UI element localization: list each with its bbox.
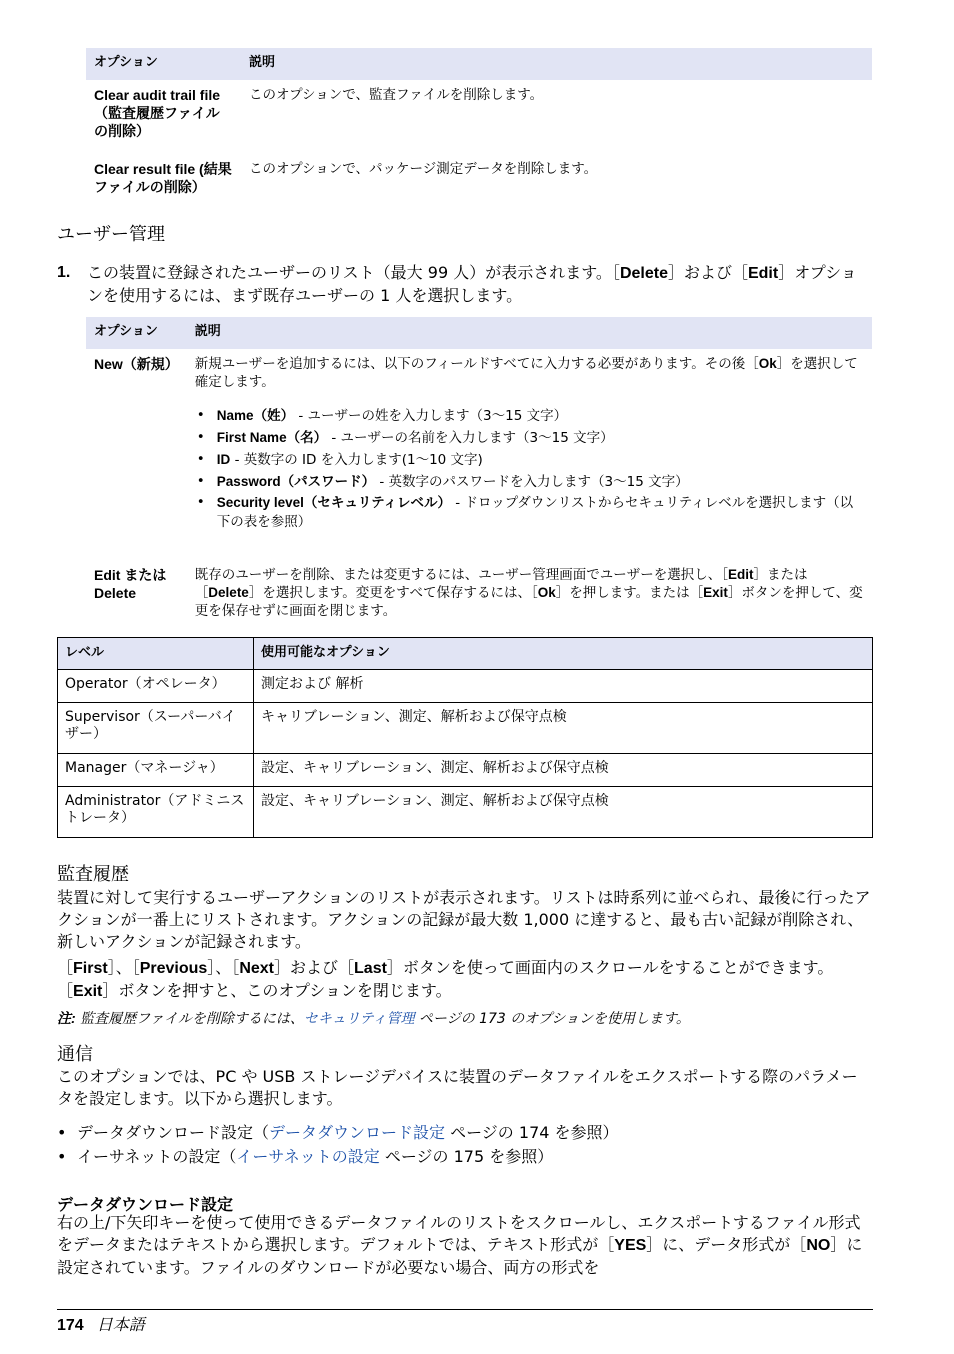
field-name: Password（パスワード） [216,474,376,489]
step-1 [57,262,872,307]
table-header-level: レベル [58,638,254,670]
list-item: • Password（パスワード） - 英数字のパスワードを入力します（3～15 文字） [197,471,864,493]
table-header-option: オプション [86,317,187,349]
level-name: Operator（オペレータ） [58,670,254,703]
option-description: このオプションで、パッケージ測定データを削除します。 [249,161,598,177]
list-item: • Name（姓） - ユーザーの姓を入力します（3～15 文字） [197,405,864,427]
security-management-link[interactable]: セキュリティ管理 [303,1011,415,1027]
ok-keyword: Ok [758,356,777,371]
field-name: Security level（セキュリティレベル） [216,495,451,510]
first-keyword: First [73,960,108,977]
last-keyword: Last [354,960,387,977]
list-item: • イーサネットの設定（イーサネットの設定 ページの 175 を参照） [57,1146,873,1168]
audit-note: 注: 監査履歴ファイルを削除するには、セキュリティ管理 ページの 173 のオプションを使用します。 [57,1010,690,1027]
field-list [197,405,864,532]
table-row [86,560,872,620]
table-row [86,349,872,560]
level-name: Administrator（アドミニストレータ） [58,787,254,838]
section-heading-communication: 通信 [57,1044,93,1065]
table-row [58,754,873,787]
audit-paragraph-1: 装置に対して実行するユーザーアクションのリストが表示されます。リストは時系列に並べられ、最後に行ったアクションが一番上にリストされます。アクションの記録が最大数 1,000 に達すると、最も古い記録が削除され、新しいアクションが記録されます。 [57,888,871,951]
list-item: • First Name（名） - ユーザーの名前を入力します（3～15 文字） [197,427,864,449]
note-label: 注: [57,1010,76,1026]
option-description: このオプションで、監査ファイルを削除します。 [249,87,544,103]
page-number: 174 [57,1317,84,1334]
next-keyword: Next [239,960,274,977]
table-header-option: オプション [86,48,241,80]
table-row [86,80,872,154]
option-edit-delete-description: 既存のユーザーを削除、または変更するには、ユーザー管理画面でユーザーを選択し、［Edit］または［Delete］を選択します。変更をすべて保存するには、［Ok］を押します。または［Exit］ボタンを押して、変更を保存せずに画面を閉じます。 [194,567,863,619]
level-name: Manager（マネージャ） [58,754,254,787]
table-header-available-options: 使用可能なオプション [254,638,873,670]
edit-keyword: Edit [747,265,779,282]
no-keyword: NO [806,1237,831,1254]
table-header-description: 説明 [241,48,872,80]
footer [57,1312,145,1335]
footer-language: 日本語 [96,1315,145,1334]
table-header-description: 説明 [187,317,872,349]
options-table-clear [86,48,872,196]
field-name: Name（姓） [216,408,295,423]
data-download-paragraph: 右の上/下矢印キーを使って使用できるデータファイルのリストをスクロールし、エクスポートするファイル形式をデータまたはテキストから選択します。デフォルトでは、テキスト形式が［YES］に、データ形式が［NO］に設定されています。ファイルのダウンロードが必要ない場合、両方の形式を [57,1213,863,1277]
footer-rule [57,1309,873,1310]
level-options: キャリブレーション、測定、解析および保守点検 [254,703,873,754]
field-name: First Name（名） [216,430,328,445]
option-new: New（新規） [94,356,179,372]
option-clear-result-file: Clear result file (結果ファイルの削除） [94,161,232,195]
communication-paragraph: このオプションでは、PC や USB ストレージデバイスに装置のデータファイルをエクスポートする際のパラメータを設定します。以下から選択します。 [57,1067,858,1108]
yes-keyword: YES [614,1237,647,1254]
list-item: • ID - 英数字の ID を入力します(1～10 文字) [197,449,864,471]
level-options: 設定、キャリブレーション、測定、解析および保守点検 [254,787,873,838]
delete-keyword: Delete [619,265,668,282]
security-levels-table [57,637,873,838]
table-row [58,703,873,754]
list-item: • Security level（セキュリティレベル） - ドロップダウンリストからセキュリティレベルを選択します（以下の表を参照） [197,493,864,532]
audit-paragraph-2: ［First］、［Previous］、［Next］および［Last］ボタンを使って画面内のスクロールをすることができます。［Exit］ボタンを押すと、このオプションを閉じます。 [57,958,834,1000]
communication-list [57,1122,873,1168]
option-clear-audit-trail: Clear audit trail file（監査履歴ファイルの削除） [94,87,221,139]
ethernet-settings-link[interactable]: イーサネットの設定 [236,1147,380,1166]
data-download-settings-link[interactable]: データダウンロード設定 [269,1123,446,1142]
field-name: ID [216,452,231,467]
previous-keyword: Previous [139,960,208,977]
subsection-heading-data-download: データダウンロード設定 [57,1195,234,1214]
options-table-users [86,317,872,620]
option-new-description: 新規ユーザーを追加するには、以下のフィールドすべてに入力する必要があります。その後［Ok］を選択して確定します。 • Name（姓） - ユーザーの姓を入力します（3～15 文字） • First Name（名） - ユーザーの名前を入力します（3～15 文字） • ID - 英数字の ID を入力します(1～10 文字) • Password（パスワード） - 英数字のパスワードを入力します（3～15 文字） • Security level（セキュリティレベル） - ドロップダウンリストからセキュリティレベルを選択します（以下の表を参照） [187,349,872,560]
table-row [58,670,873,703]
level-options: 設定、キャリブレーション、測定、解析および保守点検 [254,754,873,787]
option-edit-delete: Edit または Delete [94,567,167,601]
table-row [86,154,872,196]
section-heading-audit-trail: 監査履歴 [57,864,129,885]
table-row [58,787,873,838]
step-text: この装置に登録されたユーザーのリスト（最大 99 人）が表示されます。［Delete］および［Edit］オプションを使用するには、まず既存ユーザーの 1 人を選択します。 [87,263,857,305]
section-heading-user-management: ユーザー管理 [57,224,165,245]
level-options: 測定および 解析 [254,670,873,703]
list-item: • データダウンロード設定（データダウンロード設定 ページの 174 を参照） [57,1122,873,1144]
level-name: Supervisor（スーパーバイザー） [58,703,254,754]
exit-keyword: Exit [73,983,103,1000]
step-number: 1. [57,264,71,281]
